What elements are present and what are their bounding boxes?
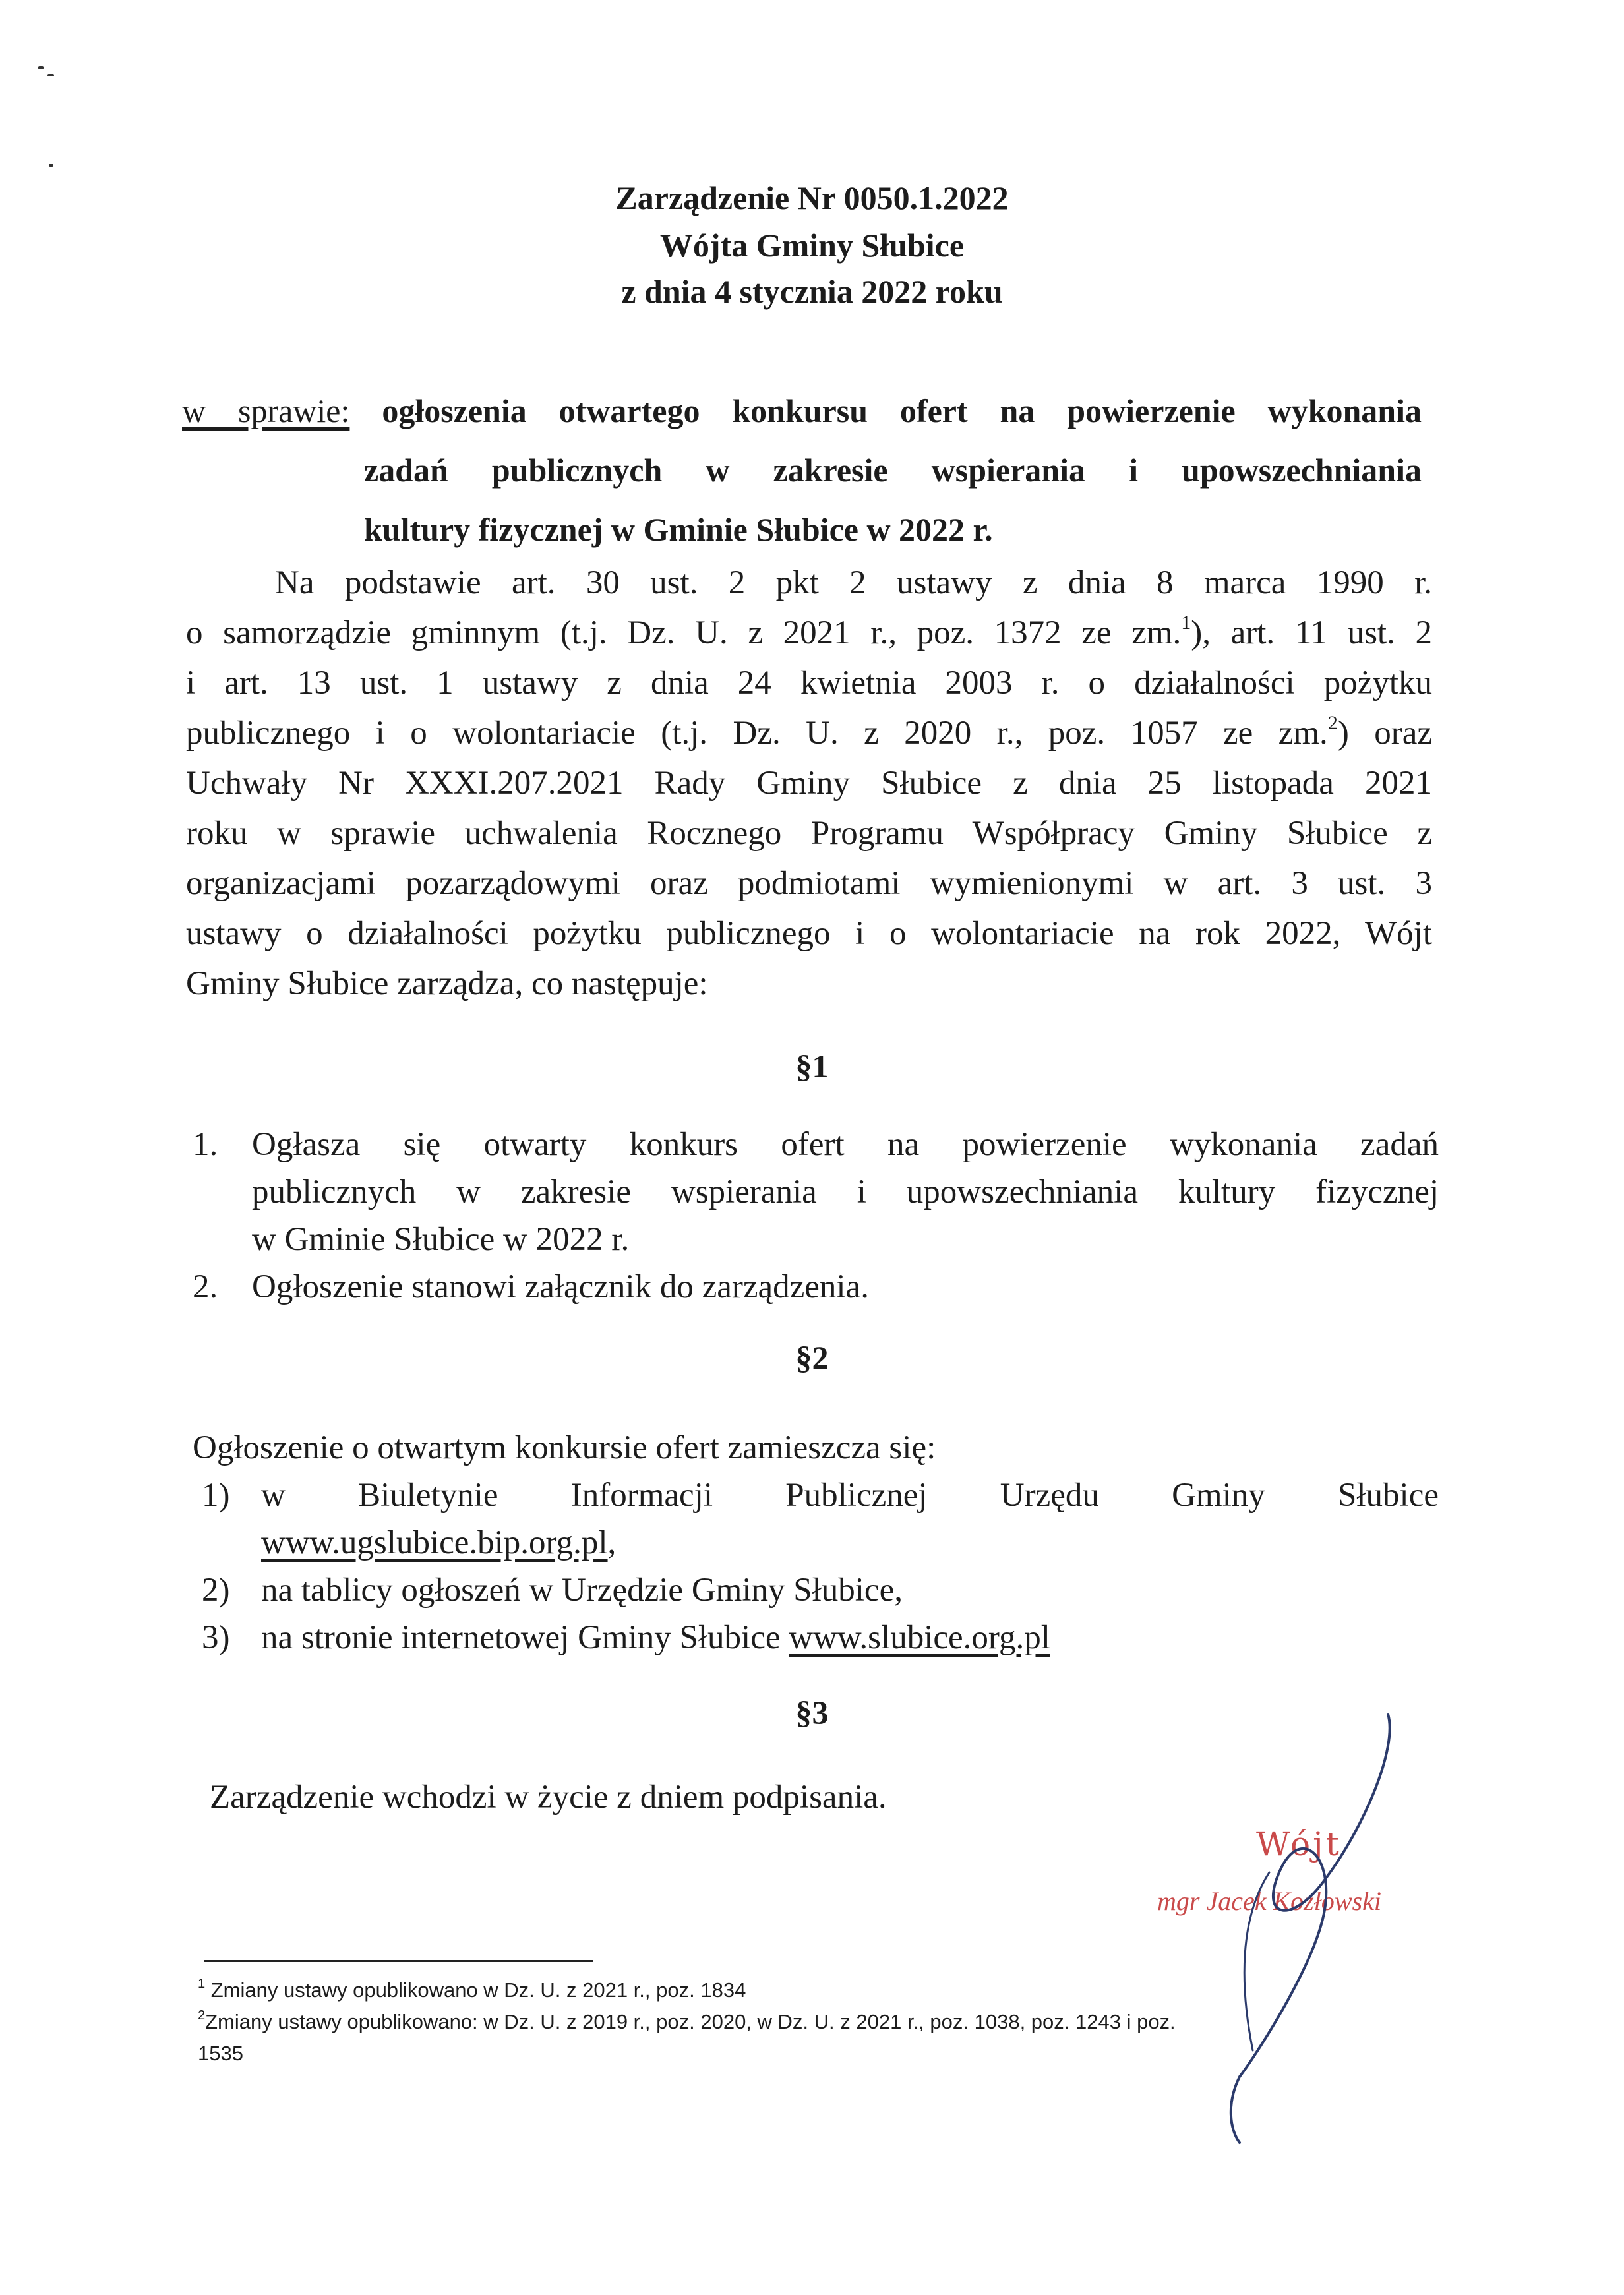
preamble-line: Na podstawie art. 30 ust. 2 pkt 2 ustawy z dnia 8 marca 1990 r. [275, 564, 1432, 601]
footnote-1: $^1$ Zmiany ustawy opublikowano w Dz. U. z 2021 r., poz. 1834 [198, 1977, 746, 2002]
list-item: 1. Ogłasza się otwarty konkurs ofert na powierzenie wykonania zadań publicznych w zakresie wspierania i upowszechniania kultury fizycznej w Gminie Słubice w 2022 r. [193, 1126, 1439, 1258]
subject-line-3: kultury fizycznej w Gminie Słubice w 2022 r. [364, 511, 993, 548]
section-2-intro: Ogłoszenie o otwartym konkursie ofert zamieszcza się: [193, 1429, 936, 1466]
scan-speck [38, 66, 44, 69]
footnote-ref-2: 2 [1327, 712, 1338, 734]
decree-title: Zarządzenie Nr 0050.1.2022 [615, 179, 1009, 216]
list-item: 2. Ogłoszenie stanowi załącznik do zarządzenia. [193, 1268, 869, 1305]
signature-name: mgr Jacek Kozłowski [1157, 1886, 1381, 1916]
signature-role: Wójt [1256, 1825, 1342, 1863]
list-item: 2) na tablicy ogłoszeń w Urzędzie Gminy Słubice, [202, 1572, 903, 1609]
decree-issuer: Wójta Gminy Słubice [659, 227, 965, 264]
website-link[interactable]: www.slubice.org.pl [789, 1619, 1050, 1656]
preamble-line: i art. 13 ust. 1 ustawy z dnia 24 kwietnia 2003 r. o działalności pożytku [186, 665, 1432, 701]
footnote-ref-1: 1 [1181, 612, 1191, 634]
preamble-line: organizacjami pozarządowymi oraz podmiotami wymienionymi w art. 3 ust. 3 [186, 865, 1432, 902]
list-item: 1) w Biuletynie Informacji Publicznej Urzędu Gminy Słubice www.ugslubice.bip.org.pl, [202, 1477, 1439, 1561]
section-1-list [193, 1121, 1439, 1311]
section-2-heading: §2 [795, 1339, 829, 1376]
preamble-line: Gminy Słubice zarządza, co następuje: [186, 965, 708, 1002]
section-2-list [202, 1472, 1439, 1661]
scan-speck [47, 74, 54, 76]
decree-subject [182, 381, 1422, 559]
footnote-2: $^2$Zmiany ustawy opublikowano: w Dz. U. z 2019 r., poz. 2020, w Dz. U. z 2021 r., poz. 1038, poz. 1243 i poz. [198, 2008, 1176, 2033]
subject-line-1: w sprawie: ogłoszenia otwartego konkursu ofert na powierzenie wykonania [182, 392, 1422, 429]
subject-label: w sprawie: [182, 392, 350, 429]
preamble-line: Uchwały Nr XXXI.207.2021 Rady Gminy Słubice z dnia 25 listopada 2021 [186, 765, 1432, 802]
preamble-line: publicznego i o wolontariacie (t.j. Dz. U. z 2020 r., poz. 1057 ze zm.$^2$) oraz [186, 712, 1432, 752]
preamble-line: roku w sprawie uchwalenia Rocznego Programu Współpracy Gminy Słubice z [186, 815, 1432, 852]
preamble-line: o samorządzie gminnym (t.j. Dz. U. z 2021 r., poz. 1372 ze zm.$^1$), art. 11 ust. 2 [186, 612, 1432, 651]
section-3-text: Zarządzenie wchodzi w życie z dniem podpisania. [210, 1779, 887, 1816]
decree-date: z dnia 4 stycznia 2022 roku [621, 273, 1003, 310]
preamble-paragraph [186, 558, 1432, 1009]
list-item: 3) na stronie internetowej Gminy Słubice www.slubice.org.pl [202, 1619, 1050, 1656]
scan-speck [49, 164, 53, 167]
bip-link[interactable]: www.ugslubice.bip.org.pl [261, 1524, 608, 1561]
handwritten-signature [1200, 1708, 1411, 2156]
footnote-2-continuation: 1535 [198, 2042, 243, 2065]
preamble-line: ustawy o działalności pożytku publicznego i o wolontariacie na rok 2022, Wójt [186, 915, 1432, 952]
footnotes [198, 1975, 1437, 2070]
subject-line-2: zadań publicznych w zakresie wspierania i upowszechniania [364, 452, 1422, 489]
section-3-heading: §3 [795, 1694, 829, 1731]
section-1-heading: §1 [795, 1048, 829, 1085]
footnote-rule [204, 1960, 593, 1962]
